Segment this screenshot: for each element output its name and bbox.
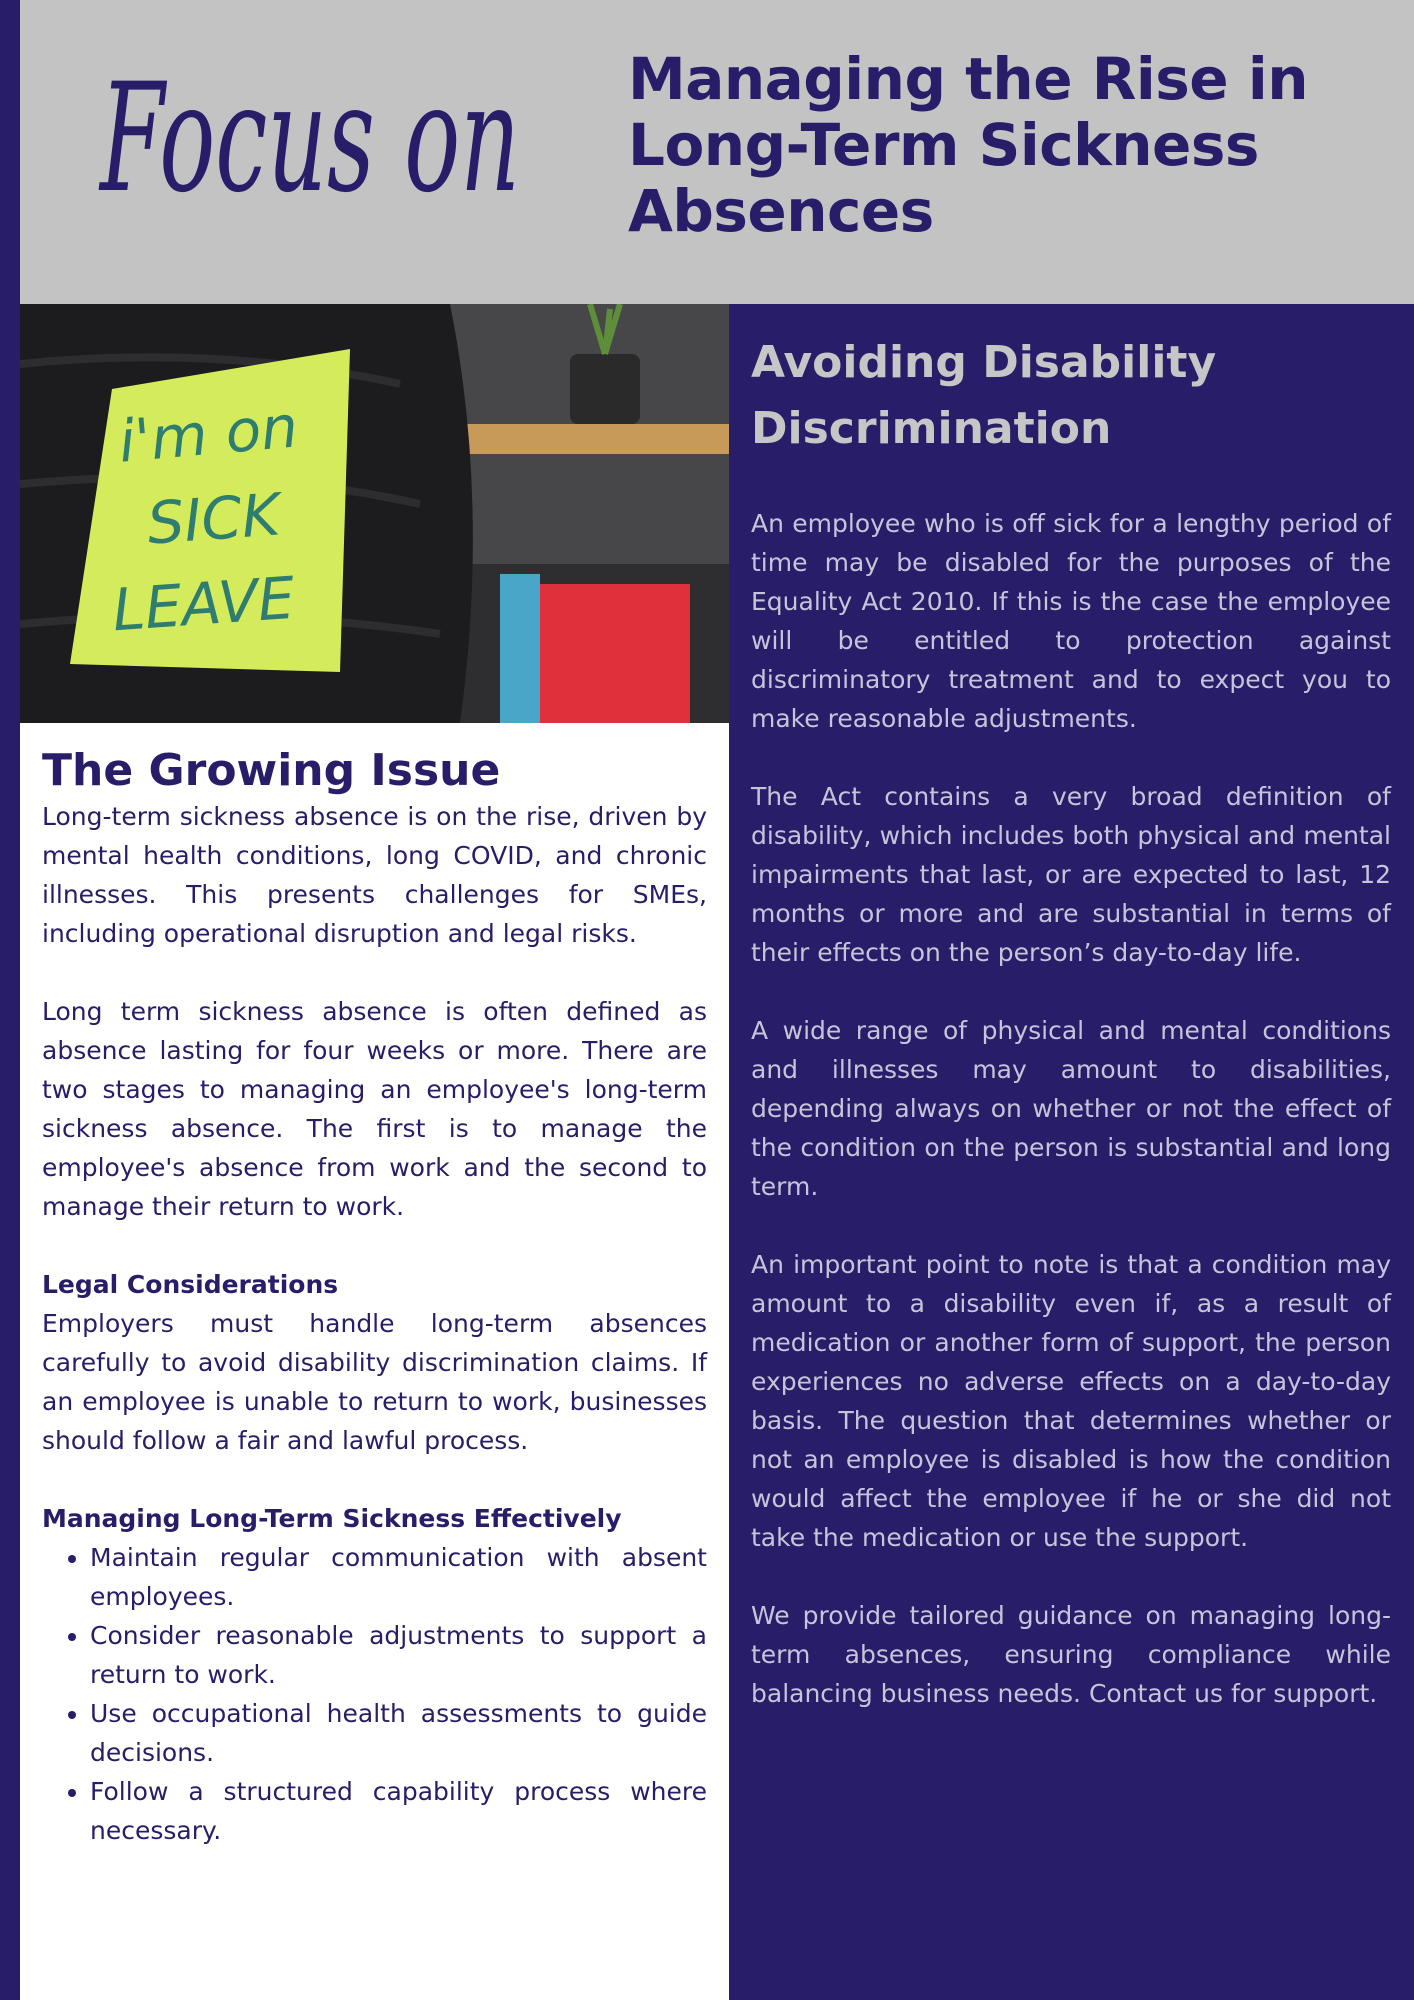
growing-issue-paragraph-2: Long term sickness absence is often defined as absence lasting for four weeks or more. There are two stages to managing an employee's long-term sickness absence. The first is to manage the employee's absence from work and the second to manage their return to work. (42, 997, 707, 1221)
discrimination-paragraph-1: An employee who is off sick for a lengthy period of time may be disabled for the purposes of the Equality Act 2010. If this is the case the employee will be entitled to protection against discriminatory treatment and to expect you to make reasonable adjustments. (751, 509, 1391, 733)
discrimination-paragraph-2: The Act contains a very broad definition of disability, which includes both physical and mental impairments that last, or are expected to last, 12 months or more and are substantial in terms of their effects on the person’s day-to-day life. (751, 782, 1391, 967)
script-title (80, 20, 540, 250)
managing-list (42, 1538, 707, 1850)
list-item: • Maintain regular communication with absent employees. (90, 1538, 707, 1616)
right-column (729, 304, 1414, 2000)
note-line-2: SICK (145, 480, 283, 558)
discrimination-paragraph-4: An important point to note is that a condition may amount to a disability even if, as a result of medication or another form of support, the person experiences no adverse effects on a day-to-day basis. The question that determines whether or not an employee is disabled is how the condition would affect the employee if he or she did not take the medication or use the support. (751, 1250, 1391, 1552)
note-line-3: LEAVE (110, 563, 297, 645)
header-banner (20, 0, 1414, 304)
left-stripe (0, 0, 20, 2000)
avoiding-discrimination-heading: Avoiding Disability Discrimination (751, 337, 1217, 454)
growing-issue-heading: The Growing Issue (42, 745, 501, 796)
list-item: • Follow a structured capability process where necessary. (90, 1772, 707, 1850)
legal-considerations-heading: Legal Considerations (42, 1270, 339, 1299)
managing-heading: Managing Long-Term Sickness Effectively (42, 1504, 622, 1533)
legal-considerations-text: Employers must handle long-term absences carefully to avoid disability discrimination claims. If an employee is unable to return to work, businesses should follow a fair and lawful process. (42, 1309, 707, 1455)
sick-leave-photo (20, 304, 729, 723)
script-title-text: Focus on (98, 52, 520, 226)
note-line-1: i'm on (116, 392, 301, 476)
page-title: Managing the Rise in Long-Term Sickness Absences (628, 45, 1308, 245)
script-title-graphic (80, 20, 540, 250)
discrimination-paragraph-3: A wide range of physical and mental conditions and illnesses may amount to disabilities, depending always on whether or not the effect of the condition on the person is substantial and long term. (751, 1016, 1391, 1201)
growing-issue-paragraph-1: Long-term sickness absence is on the rise, driven by mental health conditions, long COVID, and chronic illnesses. This presents challenges for SMEs, including operational disruption and legal risks. (42, 802, 707, 948)
list-item: • Consider reasonable adjustments to support a return to work. (90, 1616, 707, 1694)
left-column (20, 723, 729, 2000)
contact-paragraph: We provide tailored guidance on managing long-term absences, ensuring compliance while balancing business needs. Contact us for support. (751, 1601, 1391, 1708)
list-item: • Use occupational health assessments to guide decisions. (90, 1694, 707, 1772)
